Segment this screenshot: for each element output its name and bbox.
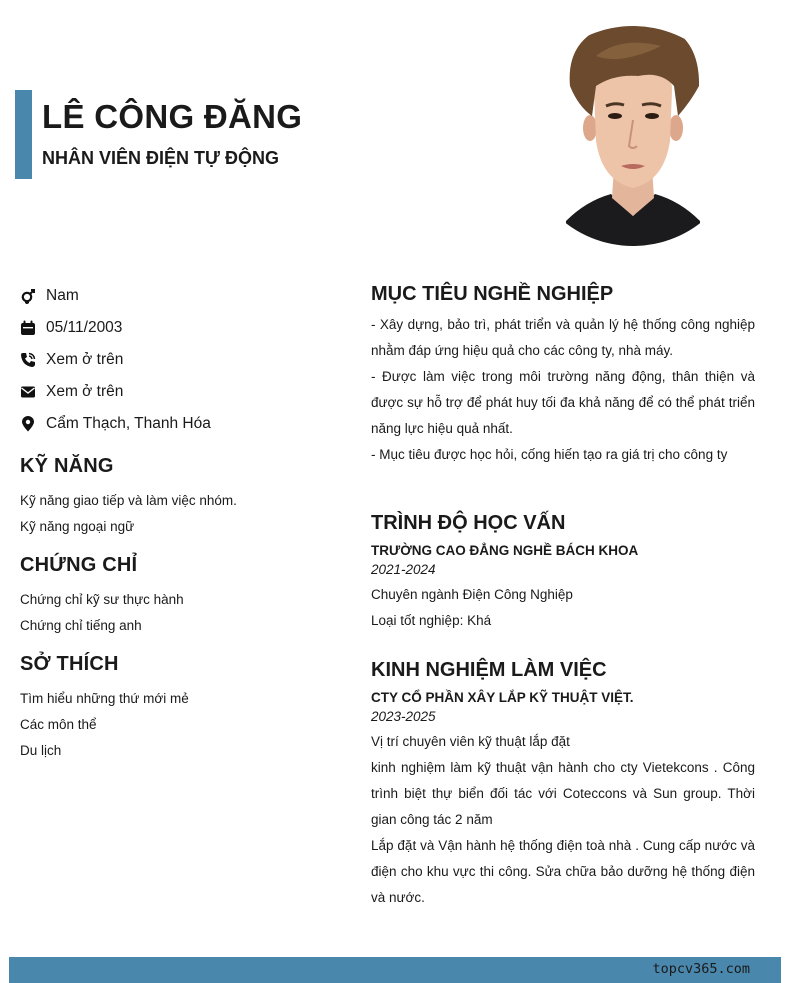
objective-section [371,283,755,468]
skills-title: KỸ NĂNG [20,455,114,477]
objective-title: MỤC TIÊU NGHỀ NGHIỆP [371,283,614,305]
phone-value: Xem ở trên [46,351,124,368]
phone-icon [20,352,36,368]
hobbies-title: SỞ THÍCH [20,653,119,675]
hobby-item: Các môn thể [20,717,97,732]
education-section [371,512,755,634]
education-grade: Loại tốt nghiệp: Khá [371,613,492,628]
certificates-section [20,554,184,639]
education-major: Chuyên ngành Điện Công Nghiệp [371,587,573,602]
birthday-row [20,312,211,344]
footer-site: topcv365.com [652,961,750,977]
phone-row [20,344,211,376]
email-row [20,376,211,408]
skill-item: Kỹ năng ngoại ngữ [20,519,135,534]
skill-item: Kỹ năng giao tiếp và làm việc nhóm. [20,493,237,508]
gender-value: Nam [46,287,79,304]
envelope-icon [20,384,36,400]
address-value: Cẩm Thạch, Thanh Hóa [46,415,211,432]
footer-bar [9,957,781,983]
objective-paragraph: - Được làm việc trong môi trường năng động, thân thiện và được sự hỗ trợ để phát huy tối đa khả năng để có thể phát triển năng lực hiệu quả nhất. [371,369,755,436]
profile-photo [566,16,700,246]
company-name: CTY CỔ PHẦN XÂY LẮP KỸ THUẬT VIỆT. [371,690,634,705]
skills-section [20,455,237,540]
school-name: TRƯỜNG CAO ĐẲNG NGHỀ BÁCH KHOA [371,543,639,558]
certificates-title: CHỨNG CHỈ [20,554,138,576]
experience-line: kinh nghiệm làm kỹ thuật vận hành cho cty Vietekcons . Công trình biệt thự biển đối tác với Coteccons và Sun group. Thời gian công tác 2 năm [371,760,755,827]
experience-section [371,659,755,911]
job-title: NHÂN VIÊN ĐIỆN TỰ ĐỘNG [42,148,279,168]
hobby-item: Tìm hiểu những thứ mới mẻ [20,691,189,706]
gender-row [20,280,211,312]
experience-period: 2023-2025 [371,709,436,724]
birthday-value: 05/11/2003 [46,319,123,336]
objective-paragraph: - Mục tiêu được học hỏi, cống hiến tạo ra giá trị cho công ty [371,447,728,462]
candidate-name: LÊ CÔNG ĐĂNG [42,98,303,135]
header-accent-bar [15,90,32,179]
location-pin-icon [20,416,36,432]
calendar-icon [20,320,36,336]
email-value: Xem ở trên [46,383,124,400]
experience-line: Vị trí chuyên viên kỹ thuật lắp đặt [371,734,570,749]
certificate-item: Chứng chỉ tiếng anh [20,618,142,633]
education-title: TRÌNH ĐỘ HỌC VẤN [371,512,566,534]
hobby-item: Du lịch [20,743,62,758]
experience-line: Lắp đặt và Vận hành hệ thống điện toà nhà . Cung cấp nước và điện cho khu vực thi công. Sửa chữa bảo dưỡng hệ thống điện và nước. [371,838,755,905]
address-row [20,408,211,440]
certificate-item: Chứng chỉ kỹ sư thực hành [20,592,184,607]
gender-icon [20,288,36,304]
contact-info [20,280,211,440]
objective-paragraph: - Xây dựng, bảo trì, phát triển và quản lý hệ thống công nghiệp nhằm đáp ứng hiệu quả cho các công ty, nhà máy. [371,317,755,358]
education-period: 2021-2024 [371,562,436,577]
hobbies-section [20,653,189,764]
experience-title: KINH NGHIỆM LÀM VIỆC [371,659,607,681]
